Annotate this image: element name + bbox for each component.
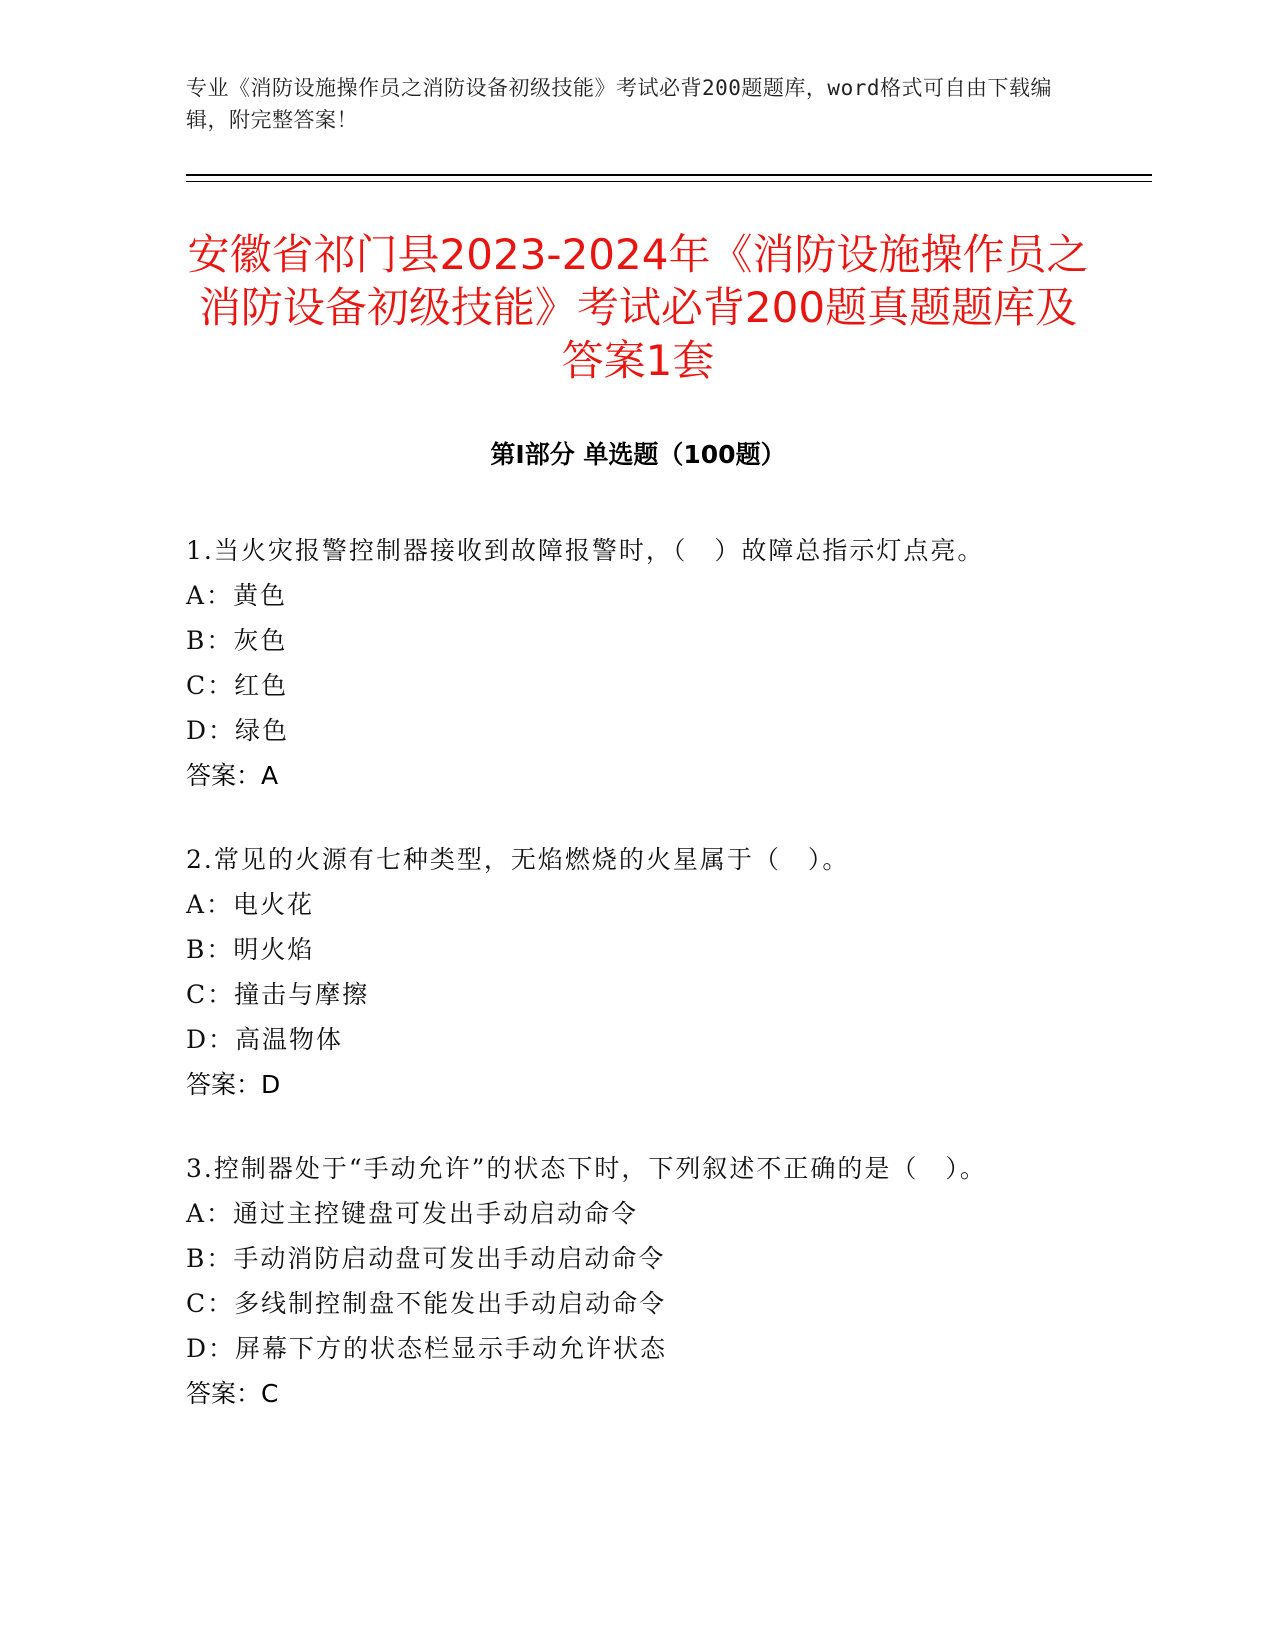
answer-line: 答案：A [186,761,279,790]
question-item [186,528,1086,798]
option-b: B：明火焰 [186,935,315,964]
answer-line: 答案：C [186,1379,279,1408]
option-a: A：电火花 [186,890,315,919]
question-item [186,837,1086,1107]
header-divider-thin [186,181,1152,182]
header-divider-thick [186,174,1152,176]
question-text: 1.当火灾报警控制器接收到故障报警时，（ ）故障总指示灯点亮。 [186,536,985,565]
section-title: 第Ⅰ部分 单选题（100题） [490,440,786,469]
document-title: 安徽省祁门县2023-2024年《消防设施操作员之消防设备初级技能》考试必背200题真题题库及答案1套 [187,230,1089,385]
question-list [186,528,1086,1455]
option-b: B：手动消防启动盘可发出手动启动命令 [186,1244,666,1273]
answer-line: 答案：D [186,1070,281,1099]
question-text: 3.控制器处于“手动允许”的状态下时，下列叙述不正确的是（ ）。 [186,1154,987,1183]
header-note: 专业《消防设施操作员之消防设备初级技能》考试必背200题题库，word格式可自由下载编辑，附完整答案！ [186,76,1052,132]
option-d: D：高温物体 [186,1025,344,1054]
option-c: C：撞击与摩擦 [186,980,370,1009]
option-d: D：绿色 [186,716,290,745]
option-a: A：通过主控键盘可发出手动启动命令 [186,1199,639,1228]
option-d: D：屏幕下方的状态栏显示手动允许状态 [186,1334,668,1363]
question-item [186,1146,1086,1416]
option-b: B：灰色 [186,626,288,655]
question-text: 2.常见的火源有七种类型，无焰燃烧的火星属于（ ）。 [186,845,850,874]
option-c: C：红色 [186,671,289,700]
option-c: C：多线制控制盘不能发出手动启动命令 [186,1289,667,1318]
option-a: A：黄色 [186,581,288,610]
